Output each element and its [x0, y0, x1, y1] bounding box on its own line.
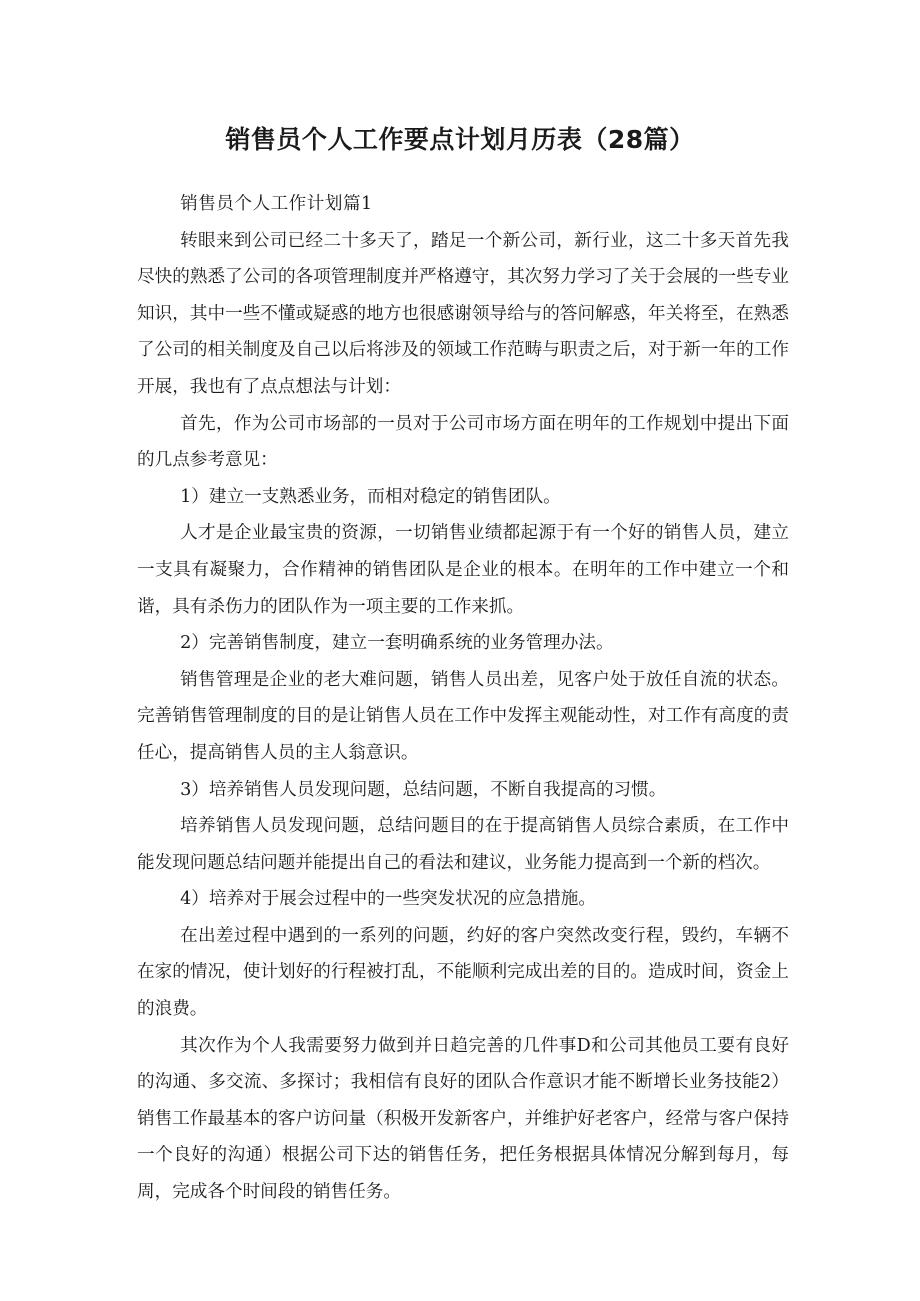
list-item-heading: 4）培养对于展会过程中的一些突发状况的应急措施。	[180, 889, 596, 910]
section-heading: 销售员个人工作计划篇1	[180, 194, 373, 214]
list-item-heading: 3）培养销售人员发现问题，总结问题，不断自我提高的习惯。	[180, 779, 667, 800]
list-item-heading: 1）建立一支熟悉业务，而相对稳定的销售团队。	[180, 486, 561, 507]
paragraph: 在出差过程中遇到的一系列的问题，约好的客户突然改变行程，毁约，车辆不在家的情况，使计划好的行程被打乱，不能顺利完成出差的目的。造成时间，资金上的浪费。	[137, 925, 789, 1020]
document-title: 销售员个人工作要点计划月历表（28篇）	[225, 125, 695, 154]
paragraph: 人才是企业最宝贵的资源，一切销售业绩都起源于有一个好的销售人员，建立一支具有凝聚力，合作精神的销售团队是企业的根本。在明年的工作中建立一个和谐，具有杀伤力的团队作为一项主要的工作来抓。	[137, 523, 789, 617]
paragraph: 销售管理是企业的老大难问题，销售人员出差，见客户处于放任自流的状态。完善销售管理制度的目的是让销售人员在工作中发挥主观能动性，对工作有高度的责任心，提高销售人员的主人翁意识。	[137, 669, 789, 763]
paragraph: 其次作为个人我需要努力做到并日趋完善的几件事D和公司其他员工要有良好的沟通、多交流、多探讨；我相信有良好的团队合作意识才能不断增长业务技能2）销售工作最基本的客户访问量（积极开发新客户，并维护好老客户，经常与客户保持一个良好的沟通）根据公司下达的销售任务，把任务根据具体情况分解到每月，每周，完成各个时间段的销售任务。	[137, 1035, 789, 1203]
paragraph: 首先，作为公司市场部的一员对于公司市场方面在明年的工作规划中提出下面的几点参考意见：	[137, 413, 789, 471]
document-body	[137, 186, 789, 1211]
paragraph: 转眼来到公司已经二十多天了，踏足一个新公司，新行业，这二十多天首先我尽快的熟悉了公司的各项管理制度并严格遵守，其次努力学习了关于会展的一些专业知识，其中一些不懂或疑惑的地方也很感谢领导给与的答问解惑，年关将至，在熟悉了公司的相关制度及自己以后将涉及的领域工作范畴与职责之后，对于新一年的工作开展，我也有了点点想法与计划：	[137, 230, 789, 397]
list-item-heading: 2）完善销售制度，建立一套明确系统的业务管理办法。	[180, 633, 614, 654]
paragraph: 培养销售人员发现问题，总结问题目的在于提高销售人员综合素质，在工作中能发现问题总结问题并能提出自己的看法和建议，业务能力提高到一个新的档次。	[137, 816, 789, 873]
